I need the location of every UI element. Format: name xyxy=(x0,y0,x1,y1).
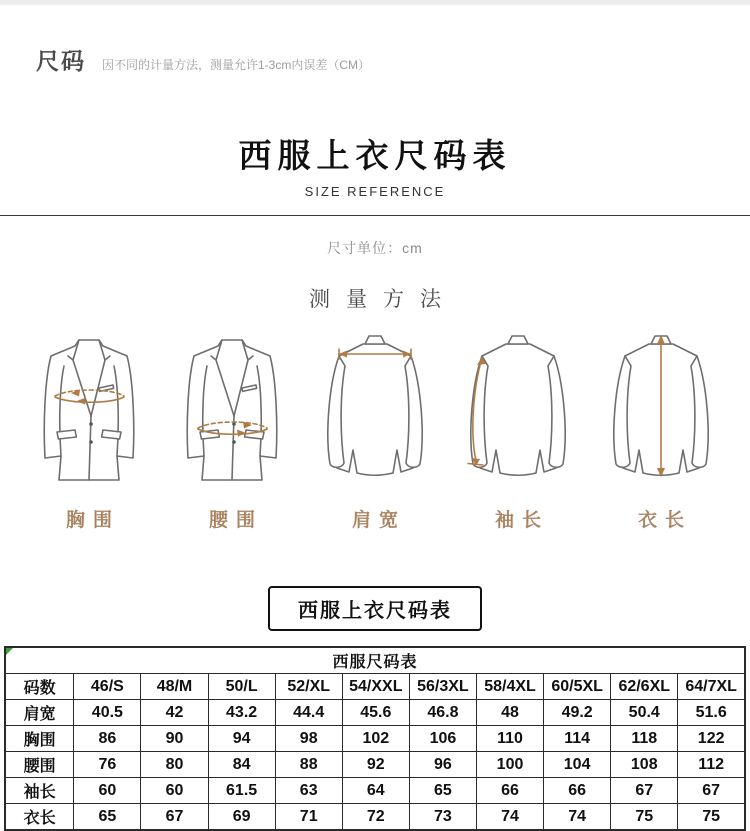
jacket-back-sleeve-icon xyxy=(462,332,574,492)
size-value-cell: 118 xyxy=(611,726,678,752)
jacket-front-waist-icon xyxy=(176,332,288,492)
table-title-cell: 西服尺码表 xyxy=(5,647,745,674)
table-boxed-title: 西服上衣尺码表 xyxy=(268,586,482,631)
size-value-cell: 106 xyxy=(409,726,476,752)
size-value-cell: 43.2 xyxy=(208,700,275,726)
figure-label-waist: 腰围 xyxy=(208,510,263,531)
jacket-back-shoulder-icon xyxy=(319,332,431,492)
table-row xyxy=(5,778,745,804)
col-header-size: 60/5XL xyxy=(544,674,611,700)
size-value-cell: 63 xyxy=(275,778,342,804)
col-header-size: 46/S xyxy=(74,674,141,700)
size-value-cell: 108 xyxy=(611,752,678,778)
table-title-wrap xyxy=(0,586,750,631)
size-value-cell: 114 xyxy=(544,726,611,752)
col-header-size: 48/M xyxy=(141,674,208,700)
size-value-cell: 112 xyxy=(678,752,745,778)
size-value-cell: 73 xyxy=(409,804,476,831)
size-value-cell: 67 xyxy=(141,804,208,831)
title-block xyxy=(0,130,750,199)
col-header-size: 58/4XL xyxy=(476,674,543,700)
col-header-size: 54/XXL xyxy=(342,674,409,700)
size-value-cell: 48 xyxy=(476,700,543,726)
size-value-cell: 64 xyxy=(342,778,409,804)
top-divider-bar xyxy=(0,0,750,5)
figure-label-shoulder: 肩宽 xyxy=(351,510,406,531)
size-value-cell: 80 xyxy=(141,752,208,778)
page-title: 西服上衣尺码表 xyxy=(238,137,512,174)
size-value-cell: 75 xyxy=(678,804,745,831)
measure-row-label: 肩宽 xyxy=(5,700,74,726)
size-value-cell: 67 xyxy=(678,778,745,804)
col-header-size: 52/XL xyxy=(275,674,342,700)
measure-row-label: 胸围 xyxy=(5,726,74,752)
size-table-wrap xyxy=(4,646,746,831)
table-row xyxy=(5,804,745,831)
size-value-cell: 98 xyxy=(275,726,342,752)
page-subtitle: SIZE REFERENCE xyxy=(304,184,446,199)
size-value-cell: 67 xyxy=(611,778,678,804)
size-value-cell: 90 xyxy=(141,726,208,752)
size-value-cell: 42 xyxy=(141,700,208,726)
size-value-cell: 46.8 xyxy=(409,700,476,726)
measure-figure-length xyxy=(598,332,725,532)
measure-row-label: 袖长 xyxy=(5,778,74,804)
measure-row-label: 腰围 xyxy=(5,752,74,778)
size-value-cell: 86 xyxy=(74,726,141,752)
figure-label-length: 衣长 xyxy=(637,510,692,531)
jacket-back-length-icon xyxy=(605,332,717,492)
size-value-cell: 69 xyxy=(208,804,275,831)
size-value-cell: 72 xyxy=(342,804,409,831)
measure-figure-waist xyxy=(169,332,296,532)
size-table xyxy=(4,646,746,831)
size-value-cell: 110 xyxy=(476,726,543,752)
size-value-cell: 60 xyxy=(141,778,208,804)
col-header-size: 56/3XL xyxy=(409,674,476,700)
size-value-cell: 96 xyxy=(409,752,476,778)
size-value-cell: 61.5 xyxy=(208,778,275,804)
table-row xyxy=(5,752,745,778)
size-value-cell: 102 xyxy=(342,726,409,752)
jacket-front-chest-icon xyxy=(33,332,145,492)
size-value-cell: 122 xyxy=(678,726,745,752)
size-value-cell: 60 xyxy=(74,778,141,804)
measurement-figures-row xyxy=(0,332,750,532)
divider-line xyxy=(0,215,750,216)
size-value-cell: 76 xyxy=(74,752,141,778)
size-value-cell: 100 xyxy=(476,752,543,778)
measure-figure-sleeve xyxy=(455,332,582,532)
col-header-size: 50/L xyxy=(208,674,275,700)
tolerance-note: 因不同的计量方法，测量允许1-3cm内误差（CM） xyxy=(102,58,371,72)
size-value-cell: 66 xyxy=(544,778,611,804)
size-value-cell: 45.6 xyxy=(342,700,409,726)
size-value-cell: 49.2 xyxy=(544,700,611,726)
unit-note: 尺寸单位：cm xyxy=(327,240,423,256)
size-value-cell: 84 xyxy=(208,752,275,778)
table-row xyxy=(5,700,745,726)
size-value-cell: 104 xyxy=(544,752,611,778)
col-header-size: 64/7XL xyxy=(678,674,745,700)
size-value-cell: 50.4 xyxy=(611,700,678,726)
size-value-cell: 74 xyxy=(544,804,611,831)
size-section-header xyxy=(36,43,750,76)
size-heading: 尺码 xyxy=(36,48,86,74)
measure-figure-shoulder xyxy=(312,332,439,532)
table-row xyxy=(5,726,745,752)
size-value-cell: 74 xyxy=(476,804,543,831)
size-value-cell: 51.6 xyxy=(678,700,745,726)
figure-label-sleeve: 袖长 xyxy=(494,510,549,531)
size-value-cell: 65 xyxy=(74,804,141,831)
size-value-cell: 94 xyxy=(208,726,275,752)
size-value-cell: 75 xyxy=(611,804,678,831)
size-value-cell: 65 xyxy=(409,778,476,804)
col-header-measure: 码数 xyxy=(5,674,74,700)
size-value-cell: 88 xyxy=(275,752,342,778)
col-header-size: 62/6XL xyxy=(611,674,678,700)
size-value-cell: 44.4 xyxy=(275,700,342,726)
measure-row-label: 衣长 xyxy=(5,804,74,831)
figure-label-chest: 胸围 xyxy=(65,510,120,531)
size-value-cell: 66 xyxy=(476,778,543,804)
green-corner-marker-icon xyxy=(6,648,13,655)
measure-figure-chest xyxy=(26,332,153,532)
table-header-row xyxy=(5,674,745,700)
size-value-cell: 92 xyxy=(342,752,409,778)
size-value-cell: 40.5 xyxy=(74,700,141,726)
size-value-cell: 71 xyxy=(275,804,342,831)
measure-method-title: 测量方法 xyxy=(309,288,457,311)
